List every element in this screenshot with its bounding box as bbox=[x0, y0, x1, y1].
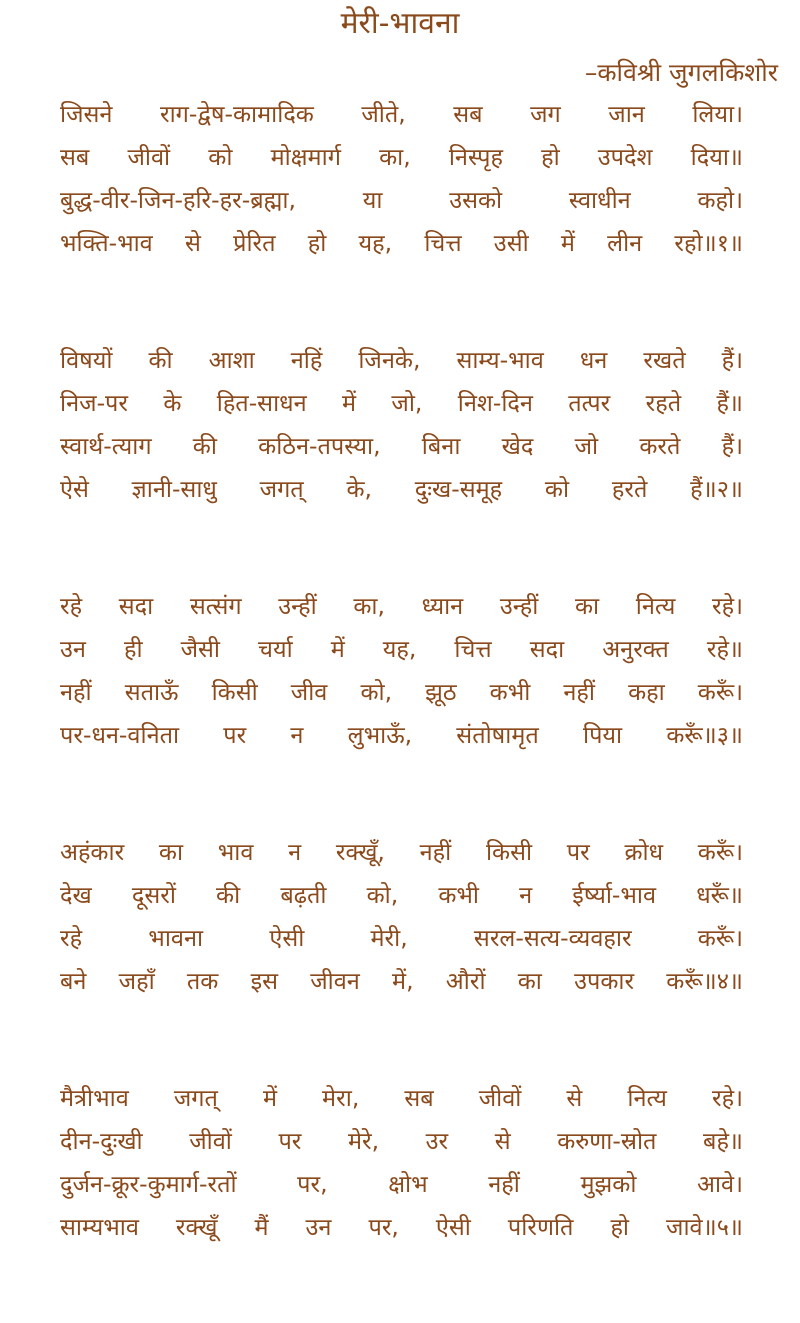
poem-body bbox=[60, 93, 743, 1323]
verse-line: स्वार्थ-त्याग की कठिन-तपस्या, बिना खेद जो करते हैं। bbox=[60, 432, 743, 460]
verse-line: दीन-दुःखी जीवों पर मेरे, उर से करुणा-स्रोत बहे॥ bbox=[60, 1127, 743, 1155]
verse-line: रहे सदा सत्संग उन्हीं का, ध्यान उन्हीं का नित्य रहे। bbox=[60, 592, 743, 620]
verse-line: दुर्जन-क्रूर-कुमार्ग-रतों पर, क्षोभ नहीं मुझको आवे। bbox=[60, 1170, 743, 1198]
stanza-3 bbox=[60, 585, 743, 757]
verse-line: निज-पर के हित-साधन में जो, निश-दिन तत्पर रहते हैं॥ bbox=[60, 389, 743, 417]
verse-line: साम्यभाव रक्खूँ मैं उन पर, ऐसी परिणति हो जावे॥५॥ bbox=[60, 1213, 743, 1241]
verse-line: मैत्रीभाव जगत् में मेरा, सब जीवों से नित्य रहे। bbox=[60, 1084, 743, 1112]
verse-line: रहे भावना ऐसी मेरी, सरल-सत्य-व्यवहार करूँ। bbox=[60, 924, 743, 952]
verse-line: भक्ति-भाव से प्रेरित हो यह, चित्त उसी में लीन रहो॥१॥ bbox=[60, 229, 743, 257]
verse-line: पर-धन-वनिता पर न लुभाऊँ, संतोषामृत पिया करूँ॥३॥ bbox=[60, 721, 743, 749]
verse-line: बने जहाँ तक इस जीवन में, औरों का उपकार करूँ॥४॥ bbox=[60, 967, 743, 995]
verse-line: जिसने राग-द्वेष-कामादिक जीते, सब जग जान लिया। bbox=[60, 100, 743, 128]
stanza-2 bbox=[60, 339, 743, 511]
verse-line: विषयों की आशा नहिं जिनके, साम्य-भाव धन रखते हैं। bbox=[60, 346, 743, 374]
verse-line: ऐसे ज्ञानी-साधु जगत् के, दुःख-समूह को हरते हैं॥२॥ bbox=[60, 475, 743, 503]
verse-line: उन ही जैसी चर्या में यह, चित्त सदा अनुरक्त रहे॥ bbox=[60, 635, 743, 663]
verse-line: अहंकार का भाव न रक्खूँ, नहीं किसी पर क्रोध करूँ। bbox=[60, 838, 743, 866]
verse-line: नहीं सताऊँ किसी जीव को, झूठ कभी नहीं कहा करूँ। bbox=[60, 678, 743, 706]
stanza-5 bbox=[60, 1077, 743, 1249]
stanza-4 bbox=[60, 831, 743, 1003]
poem-author: –कविश्री जुगलकिशोर bbox=[584, 58, 778, 87]
verse-line: सब जीवों को मोक्षमार्ग का, निस्पृह हो उपदेश दिया॥ bbox=[60, 143, 743, 171]
stanza-1 bbox=[60, 93, 743, 265]
verse-line: बुद्ध-वीर-जिन-हरि-हर-ब्रह्मा, या उसको स्वाधीन कहो। bbox=[60, 186, 743, 214]
verse-line: देख दूसरों की बढ़ती को, कभी न ईर्ष्या-भाव धरूँ॥ bbox=[60, 881, 743, 909]
poem-title: मेरी-भावना bbox=[340, 6, 460, 41]
